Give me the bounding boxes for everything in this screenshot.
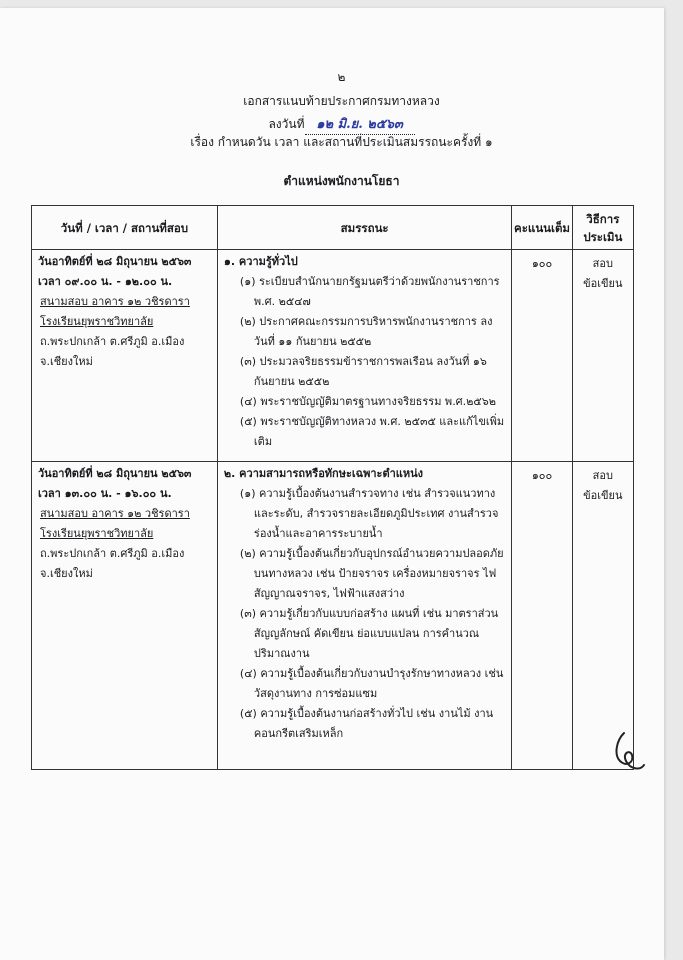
address-province: จ.เชียงใหม่ [40,355,93,368]
table-row [32,250,634,462]
schedule-table [31,205,634,770]
list-item: (๔) ความรู้เบื้องต้นเกี่ยวกับงานบำรุงรักษาทางหลวง เช่น วัสดุงานทาง การซ่อมแซม [239,667,504,700]
venue-line: สนามสอบ อาคาร ๑๒ วชิรดารา [40,507,190,520]
method-line: ข้อเขียน [583,489,623,502]
list-item: (๑) ระเบียบสำนักนายกรัฐมนตรีว่าด้วยพนักงานราชการ พ.ศ. ๒๕๔๗ [239,275,500,308]
method-line: ข้อเขียน [583,277,623,290]
list-item: (๓) ความรู้เกี่ยวกับแบบก่อสร้าง แผนที่ เช่น มาตราส่วน สัญญลักษณ์ คัดเขียน ย่อแบบแปลน การคำนวณปริมาณงาน [239,607,499,660]
page-number: ๒ [337,70,346,84]
date-value: ๑๒ มิ.ย. ๒๕๖๓ [305,113,415,135]
full-score: ๑๐๐ [512,250,572,462]
exam-time: เวลา ๑๓.๐๐ น. - ๑๖.๐๐ น. [38,487,172,500]
list-item: (๔) พระราชบัญญัติมาตรฐานทางจริยธรรม พ.ศ.๒๕๖๒ [239,395,496,408]
address-province: จ.เชียงใหม่ [40,567,93,580]
venue-line: สนามสอบ อาคาร ๑๒ วชิรดารา [40,295,190,308]
venue-school: โรงเรียนยุพราชวิทยาลัย [40,315,154,328]
document-title: เอกสารแนบท้ายประกาศกรมทางหลวง [243,94,440,108]
subject-line: เรื่อง กำหนดวัน เวลา และสถานที่ประเมินสมรรถนะครั้งที่ ๑ [190,135,493,149]
address-line: ถ.พระปกเกล้า ต.ศรีภูมิ อ.เมือง [40,335,185,348]
exam-date: วันอาทิตย์ที่ ๒๘ มิถุนายน ๒๕๖๓ [38,467,192,480]
header-competency: สมรรถนะ [217,206,511,250]
list-item: (๑) ความรู้เบื้องต้นงานสำรวจทาง เช่น สำรวจแนวทาง และระดับ, สำรวจรายละเอียดภูมิประเทศ งานสำรวจร่องน้ำและอาคารระบายน้ำ [239,487,499,540]
list-item: (๕) ความรู้เบื้องต้นงานก่อสร้างทั่วไป เช่น งานไม้ งานคอนกรีตเสริมเหล็ก [239,707,494,740]
venue-school: โรงเรียนยุพราชวิทยาลัย [40,527,154,540]
address-line: ถ.พระปกเกล้า ต.ศรีภูมิ อ.เมือง [40,547,185,560]
handwritten-signature [610,725,650,775]
competency-heading: ๑. ความรู้ทั่วไป [223,255,298,268]
table-row [32,462,634,770]
full-score: ๑๐๐ [512,462,572,770]
exam-time: เวลา ๐๙.๐๐ น. - ๑๒.๐๐ น. [38,275,173,288]
competency-heading: ๒. ความสามารถหรือทักษะเฉพาะตำแหน่ง [223,467,424,480]
date-label: ลงวันที่ [268,117,305,131]
list-item: (๓) ประมวลจริยธรรมข้าราชการพลเรือน ลงวันที่ ๑๖ กันยายน ๒๕๕๒ [239,355,487,388]
list-item: (๕) พระราชบัญญัติทางหลวง พ.ศ. ๒๕๓๕ และแก้ไขเพิ่มเติม [239,415,505,448]
header-full-score: คะแนนเต็ม [512,206,572,250]
header-schedule: วันที่ / เวลา / สถานที่สอบ [32,206,218,250]
position-title: ตำแหน่งพนักงานโยธา [283,174,400,188]
date-line [0,113,683,135]
exam-date: วันอาทิตย์ที่ ๒๘ มิถุนายน ๒๕๖๓ [38,255,192,268]
method-line: สอบ [592,469,613,482]
list-item: (๒) ประกาศคณะกรรมการบริหารพนักงานราชการ ลงวันที่ ๑๑ กันยายน ๒๕๕๒ [239,315,493,348]
method-line: สอบ [592,257,613,270]
list-item: (๒) ความรู้เบื้องต้นเกี่ยวกับอุปกรณ์อำนวยความปลอดภัยบนทางหลวง เช่น ป้ายจราจร เครื่องหมายจราจร ไฟสัญญาณจราจร, ไฟฟ้าแสงสว่าง [239,547,504,600]
header-method: วิธีการประเมิน [572,206,633,250]
